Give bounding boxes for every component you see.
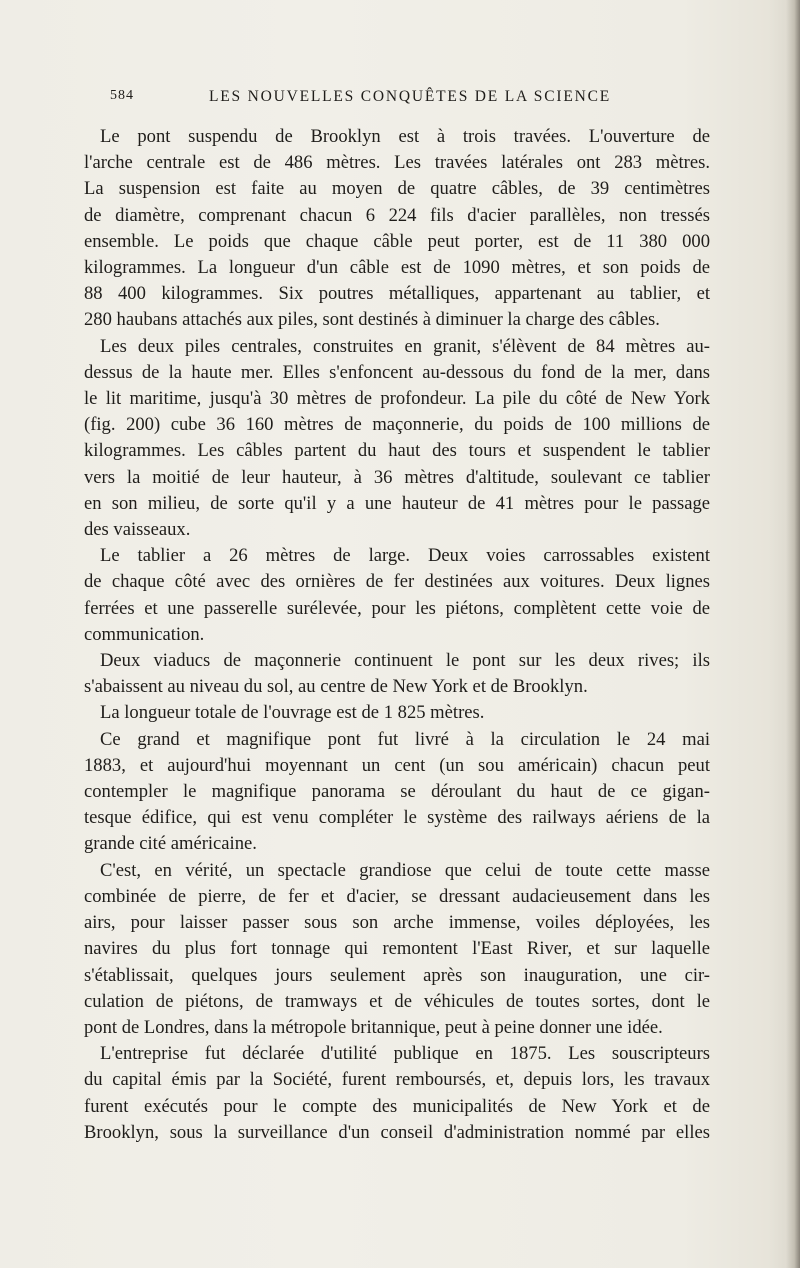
- text-line: furent exécutés pour le compte des municipalités de New York et de: [84, 1095, 710, 1117]
- text-line: contempler le magnifique panorama se déroulant du haut de ce gigan-: [84, 781, 710, 803]
- text-line: en son milieu, de sorte qu'il y a une hauteur de 41 mètres pour le passage: [84, 492, 710, 514]
- text-line: grande cité américaine.: [84, 833, 257, 855]
- text-line: Le tablier a 26 mètres de large. Deux voies carrossables existent: [100, 545, 710, 567]
- page-edge-shadow: [786, 0, 800, 1268]
- running-head: LES NOUVELLES CONQUÊTES DE LA SCIENCE: [209, 88, 611, 105]
- text-line: ensemble. Le poids que chaque câble peut porter, est de 11 380 000: [84, 230, 710, 252]
- text-line: navires du plus fort tonnage qui remontent l'East River, et sur laquelle: [84, 938, 710, 960]
- text-line: de diamètre, comprenant chacun 6 224 fils d'acier parallèles, non tressés: [84, 204, 710, 226]
- text-line: kilogrammes. Les câbles partent du haut des tours et suspendent le tablier: [84, 440, 710, 462]
- text-line: La suspension est faite au moyen de quatre câbles, de 39 centimètres: [84, 178, 710, 200]
- text-line: 1883, et aujourd'hui moyennant un cent (un sou américain) chacun peut: [84, 754, 710, 776]
- page-header: [110, 88, 710, 114]
- page-number: 584: [110, 88, 134, 103]
- text-line: s'abaissent au niveau du sol, au centre de New York et de Brooklyn.: [84, 676, 588, 698]
- text-line: combinée de pierre, de fer et d'acier, se dressant audacieusement dans les: [84, 885, 710, 907]
- text-line: 280 haubans attachés aux piles, sont destinés à diminuer la charge des câbles.: [84, 309, 660, 331]
- text-line: Les deux piles centrales, construites en granit, s'élèvent de 84 mètres au-: [100, 335, 710, 357]
- body-text: [84, 124, 710, 1146]
- text-line: ferrées et une passerelle surélevée, pour les piétons, complètent cette voie de: [84, 597, 710, 619]
- text-line: Ce grand et magnifique pont fut livré à la circulation le 24 mai: [100, 728, 710, 750]
- text-line: Brooklyn, sous la surveillance d'un conseil d'administration nommé par elles: [84, 1121, 710, 1143]
- text-line: kilogrammes. La longueur d'un câble est de 1090 mètres, et son poids de: [84, 257, 710, 279]
- text-line: du capital émis par la Société, furent remboursés, et, depuis lors, les travaux: [84, 1069, 710, 1091]
- text-line: dessus de la haute mer. Elles s'enfoncent au-dessous du fond de la mer, dans: [84, 361, 710, 383]
- text-line: des vaisseaux.: [84, 519, 191, 541]
- text-line: L'entreprise fut déclarée d'utilité publique en 1875. Les souscripteurs: [100, 1043, 710, 1065]
- text-line: C'est, en vérité, un spectacle grandiose que celui de toute cette masse: [100, 859, 710, 881]
- text-line: 88 400 kilogrammes. Six poutres métalliques, appartenant au tablier, et: [84, 283, 710, 305]
- text-line: s'établissait, quelques jours seulement après son inauguration, une cir-: [84, 964, 710, 986]
- text-line: pont de Londres, dans la métropole britannique, peut à peine donner une idée.: [84, 1016, 663, 1038]
- text-line: Le pont suspendu de Brooklyn est à trois travées. L'ouverture de: [100, 126, 710, 147]
- text-line: Deux viaducs de maçonnerie continuent le pont sur les deux rives; ils: [100, 650, 710, 672]
- text-line: de chaque côté avec des ornières de fer destinées aux voitures. Deux lignes: [84, 571, 710, 593]
- text-line: (fig. 200) cube 36 160 mètres de maçonnerie, du poids de 100 millions de: [84, 414, 710, 436]
- text-line: La longueur totale de l'ouvrage est de 1 825 mètres.: [100, 702, 485, 724]
- text-line: le lit maritime, jusqu'à 30 mètres de profondeur. La pile du côté de New York: [84, 388, 710, 410]
- text-line: airs, pour laisser passer sous son arche immense, voiles déployées, les: [84, 912, 710, 934]
- text-line: tesque édifice, qui est venu compléter le système des railways aériens de la: [84, 807, 710, 829]
- text-line: l'arche centrale est de 486 mètres. Les travées latérales ont 283 mètres.: [84, 152, 710, 174]
- text-line: culation de piétons, de tramways et de véhicules de toutes sortes, dont le: [84, 990, 710, 1012]
- text-line: vers la moitié de leur hauteur, à 36 mètres d'altitude, soulevant ce tablier: [84, 466, 710, 488]
- text-line: communication.: [84, 623, 205, 645]
